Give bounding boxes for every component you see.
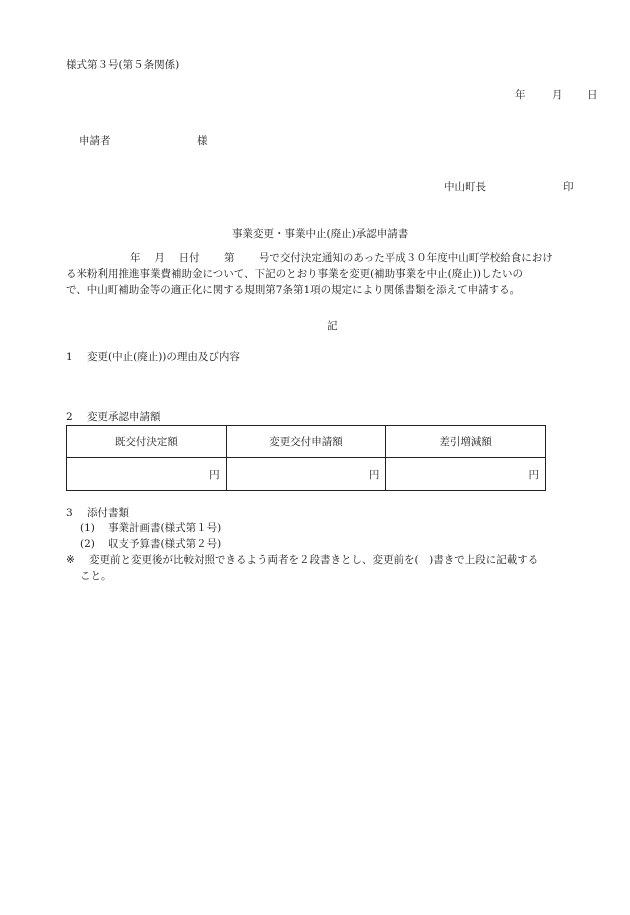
document-title: 事業変更・事業中止(廃止)承認申請書 [232, 228, 409, 240]
section-3-label: 添付書類 [87, 507, 129, 519]
date-day: 日 [587, 89, 598, 101]
amount-table-value-row [67, 458, 546, 491]
mayor-title: 中山町長 [444, 181, 486, 193]
form-number: 様式第３号(第５条関係) [66, 59, 180, 71]
attachment-item-text: 収支予算書(様式第２号) [108, 538, 222, 550]
header-existing-amount: 既交付決定額 [67, 426, 227, 458]
header-change-amount: 変更交付申請額 [226, 426, 386, 458]
note-mark: ※ [66, 554, 75, 566]
body-line-1: 年 月 日付 第 号で交付決定通知のあった平成３０年度中山町学校給食におけ [130, 252, 553, 264]
amount-table-header-row [67, 426, 546, 458]
section-1-label: 変更(中止(廃止))の理由及び内容 [87, 351, 240, 363]
applicant-honorific: 様 [197, 135, 208, 147]
section-1-number: 1 [66, 351, 73, 363]
section-2-number: 2 [66, 411, 73, 423]
attachment-item-text: 事業計画書(様式第１号) [108, 522, 222, 534]
attachment-item-number: (1) [80, 522, 95, 534]
cell-existing-amount: 円 [67, 458, 227, 491]
cell-difference-amount: 円 [386, 458, 546, 491]
ki-marker: 記 [327, 320, 338, 332]
date-year: 年 [515, 89, 526, 101]
section-3-number: 3 [66, 507, 73, 519]
note-line-2: こと。 [80, 570, 112, 582]
cell-change-amount: 円 [226, 458, 386, 491]
body-line-2: る米粉利用推進事業費補助金について、下記のとおり事業を変更(補助事業を中止(廃止))したいの [66, 268, 523, 280]
body-paragraph [66, 250, 602, 298]
amount-table [66, 425, 546, 491]
date-month: 月 [552, 89, 563, 101]
header-difference-amount: 差引増減額 [386, 426, 546, 458]
applicant-label: 申請者 [79, 135, 111, 147]
body-line-3: で、中山町補助金等の適正化に関する規則第7条第1項の規定により関係書類を添えて申請する。 [66, 284, 521, 296]
section-2-label: 変更承認申請額 [87, 411, 161, 423]
note-line-1: 変更前と変更後が比較対照できるよう両者を２段書きとし、変更前を( )書きで上段に記載する [89, 554, 539, 566]
seal-mark: 印 [563, 181, 574, 193]
attachment-item-number: (2) [80, 538, 95, 550]
